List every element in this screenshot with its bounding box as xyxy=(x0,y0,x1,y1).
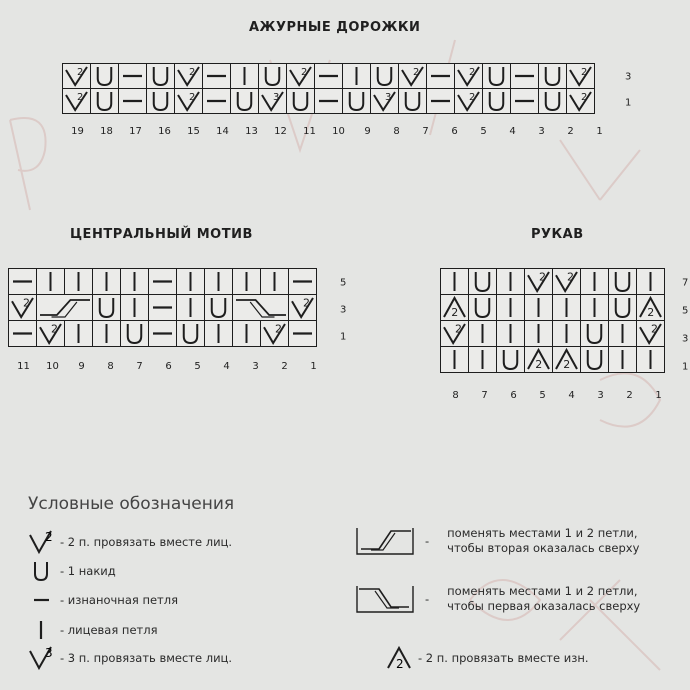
openwork-column-numbers xyxy=(62,126,614,140)
stitch-cell-yo xyxy=(609,295,637,321)
svg-text:2: 2 xyxy=(581,67,588,79)
openwork-column-number: 15 xyxy=(187,126,200,137)
svg-text:2: 2 xyxy=(539,270,547,284)
stitch-cell-k2 xyxy=(567,64,595,89)
stitch-cell-k2 xyxy=(9,295,37,321)
center-column-number: 10 xyxy=(46,361,59,372)
legend-k3-text: - 3 п. провязать вместе лиц. xyxy=(60,651,233,665)
stitch-cell-p xyxy=(9,321,37,347)
center-row-number: 5 xyxy=(340,277,347,288)
sleeve-column-number: 7 xyxy=(481,390,488,401)
center-motif-column-numbers xyxy=(8,361,328,375)
svg-text:2: 2 xyxy=(275,322,283,336)
stitch-cell-p xyxy=(119,89,147,114)
svg-text:3: 3 xyxy=(385,92,392,104)
legend-cross-left xyxy=(355,525,639,557)
stitch-cell-k2 xyxy=(287,64,315,89)
stitch-cell-k xyxy=(637,347,665,373)
stitch-cell-p xyxy=(511,64,539,89)
svg-text:2: 2 xyxy=(51,322,59,336)
stitch-cell-k2 xyxy=(261,321,289,347)
stitch-cell-k xyxy=(121,269,149,295)
center-motif-row-numbers xyxy=(340,268,360,352)
stitch-cell-k xyxy=(609,321,637,347)
center-row-number: 3 xyxy=(340,304,347,315)
sleeve-column-number: 6 xyxy=(510,390,517,401)
legend-p2-text: - 2 п. провязать вместе изн. xyxy=(418,651,589,665)
stitch-cell-yo xyxy=(147,89,175,114)
openwork-column-number: 11 xyxy=(303,126,316,137)
center-motif-title: ЦЕНТРАЛЬНЫЙ МОТИВ xyxy=(70,227,253,242)
stitch-cell-yo xyxy=(483,89,511,114)
openwork-column-number: 1 xyxy=(596,126,603,137)
stitch-cell-k2 xyxy=(637,321,665,347)
sleeve-column-number: 2 xyxy=(626,390,633,401)
stitch-cell-k2 xyxy=(441,321,469,347)
center-row xyxy=(9,269,317,295)
stitch-cell-k xyxy=(233,321,261,347)
svg-text:2: 2 xyxy=(77,67,84,79)
stitch-cell-k xyxy=(581,295,609,321)
stitch-cell-k xyxy=(205,269,233,295)
openwork-row xyxy=(63,89,595,114)
stitch-cell-p2 xyxy=(441,295,469,321)
stitch-cell-yo xyxy=(539,89,567,114)
center-column-number: 1 xyxy=(310,361,317,372)
stitch-cell-k xyxy=(37,269,65,295)
svg-text:2: 2 xyxy=(469,67,476,79)
stitch-cell-p xyxy=(119,64,147,89)
stitch-cell-k xyxy=(233,269,261,295)
sleeve-row xyxy=(441,295,665,321)
cross-left-icon xyxy=(355,525,415,557)
stitch-cell-p xyxy=(289,321,317,347)
svg-text:2: 2 xyxy=(451,306,459,319)
legend-cross-right xyxy=(355,583,640,615)
sleeve-column-numbers xyxy=(440,390,670,404)
legend-knit-text: - лицевая петля xyxy=(60,623,158,637)
sleeve-title: РУКАВ xyxy=(531,227,584,242)
center-column-number: 11 xyxy=(17,361,30,372)
center-column-number: 7 xyxy=(136,361,143,372)
stitch-cell-p2 xyxy=(553,347,581,373)
legend-k3 xyxy=(26,645,232,671)
openwork-column-number: 4 xyxy=(509,126,516,137)
stitch-cell-yo xyxy=(231,89,259,114)
stitch-cell-k2 xyxy=(63,89,91,114)
sleeve-row-number: 5 xyxy=(682,305,689,317)
stitch-cell-p xyxy=(511,89,539,114)
stitch-cell-k2 xyxy=(175,64,203,89)
sleeve-row xyxy=(441,347,665,373)
openwork-column-number: 5 xyxy=(480,126,487,137)
openwork-row-number: 3 xyxy=(625,71,632,83)
openwork-column-number: 16 xyxy=(158,126,171,137)
sleeve-column-number: 5 xyxy=(539,390,546,401)
stitch-cell-k xyxy=(441,347,469,373)
svg-text:3: 3 xyxy=(273,92,280,104)
stitch-cell-k xyxy=(525,295,553,321)
sleeve-row xyxy=(441,321,665,347)
stitch-cell-k2 xyxy=(289,295,317,321)
yarn-over-icon xyxy=(26,558,56,584)
stitch-cell-k xyxy=(497,321,525,347)
stitch-cell-yo xyxy=(609,269,637,295)
stitch-cell-p2 xyxy=(637,295,665,321)
stitch-cell-yo xyxy=(287,89,315,114)
svg-text:2: 2 xyxy=(189,92,196,104)
stitch-cell-p xyxy=(427,64,455,89)
stitch-cell-k2 xyxy=(37,321,65,347)
openwork-column-number: 12 xyxy=(274,126,287,137)
stitch-cell-yo xyxy=(177,321,205,347)
svg-text:2: 2 xyxy=(23,296,31,310)
legend-k2 xyxy=(26,529,232,555)
openwork-row xyxy=(63,64,595,89)
openwork-column-number: 13 xyxy=(245,126,258,137)
sleeve-row-number: 3 xyxy=(682,333,689,345)
openwork-column-number: 3 xyxy=(538,126,545,137)
sleeve-column-number: 8 xyxy=(452,390,459,401)
stitch-cell-k xyxy=(205,321,233,347)
svg-text:2: 2 xyxy=(303,296,311,310)
sleeve-column-number: 1 xyxy=(655,390,662,401)
svg-text:2: 2 xyxy=(77,92,84,104)
svg-text:2: 2 xyxy=(413,67,420,79)
legend-title: Условные обозначения xyxy=(28,494,235,514)
center-row xyxy=(9,295,317,321)
stitch-cell-p xyxy=(9,269,37,295)
stitch-cell-yo xyxy=(371,64,399,89)
p2-number: 2 xyxy=(396,657,404,671)
stitch-cell-k2 xyxy=(63,64,91,89)
center-column-number: 6 xyxy=(165,361,172,372)
openwork-column-number: 8 xyxy=(393,126,400,137)
stitch-cell-k xyxy=(121,295,149,321)
k3-number: 3 xyxy=(45,646,53,660)
sleeve-row-numbers xyxy=(682,268,690,380)
openwork-column-number: 18 xyxy=(100,126,113,137)
stitch-cell-yo xyxy=(581,347,609,373)
stitch-cell-k xyxy=(581,269,609,295)
stitch-cell-yo xyxy=(581,321,609,347)
k2-number: 2 xyxy=(45,530,53,544)
openwork-column-number: 7 xyxy=(422,126,429,137)
stitch-cell-p xyxy=(289,269,317,295)
stitch-cell-k xyxy=(637,269,665,295)
center-column-number: 8 xyxy=(107,361,114,372)
stitch-cell-k2 xyxy=(455,64,483,89)
stitch-cell-k2 xyxy=(175,89,203,114)
legend-cross-right-line2: чтобы первая оказалась сверху xyxy=(447,599,641,613)
stitch-cell-p xyxy=(149,269,177,295)
sleeve-column-number: 4 xyxy=(568,390,575,401)
stitch-cell-p xyxy=(149,295,177,321)
stitch-cell-k xyxy=(553,321,581,347)
legend-cross-left-line2: чтобы вторая оказалась сверху xyxy=(447,541,640,555)
legend-p2 xyxy=(384,645,589,671)
legend-cross-left-text xyxy=(447,526,639,556)
stitch-cell-yo xyxy=(469,269,497,295)
openwork-column-number: 10 xyxy=(332,126,345,137)
center-column-number: 4 xyxy=(223,361,230,372)
stitch-cell-yo xyxy=(539,64,567,89)
svg-text:2: 2 xyxy=(581,92,588,104)
legend-cross-right-line1: поменять местами 1 и 2 петли, xyxy=(447,584,638,598)
center-column-number: 9 xyxy=(78,361,85,372)
legend-k2-text: - 2 п. провязать вместе лиц. xyxy=(60,535,233,549)
legend-dash-2: - xyxy=(425,592,430,606)
stitch-cell-k xyxy=(93,321,121,347)
stitch-cell-k xyxy=(553,295,581,321)
openwork-column-number: 14 xyxy=(216,126,229,137)
openwork-column-number: 2 xyxy=(567,126,574,137)
stitch-cell-k xyxy=(231,64,259,89)
sleeve-row-number: 1 xyxy=(682,361,689,373)
stitch-cell-p xyxy=(427,89,455,114)
stitch-cell-p xyxy=(149,321,177,347)
stitch-cell-p2 xyxy=(525,347,553,373)
stitch-cell-k xyxy=(441,269,469,295)
legend-purl-text: - изнаночная петля xyxy=(60,593,179,607)
stitch-cell-yo xyxy=(91,89,119,114)
stitch-cell-yo xyxy=(147,64,175,89)
stitch-cell-k xyxy=(469,347,497,373)
stitch-cell-yo xyxy=(205,295,233,321)
legend-knit xyxy=(26,617,158,643)
k3tog-icon xyxy=(26,645,56,671)
openwork-chart xyxy=(62,63,595,114)
knit-icon xyxy=(26,617,56,643)
stitch-cell-p xyxy=(315,89,343,114)
cross-right-icon xyxy=(355,583,415,615)
legend-yo xyxy=(26,558,116,584)
stitch-cell-k xyxy=(343,64,371,89)
stitch-cell-yo xyxy=(259,64,287,89)
stitch-cell-k3 xyxy=(371,89,399,114)
svg-text:2: 2 xyxy=(301,67,308,79)
legend-yo-text: - 1 накид xyxy=(60,564,116,578)
sleeve-column-number: 3 xyxy=(597,390,604,401)
stitch-cell-k2 xyxy=(455,89,483,114)
stitch-cell-yo xyxy=(91,64,119,89)
stitch-cell-p xyxy=(203,64,231,89)
stitch-cell-k2 xyxy=(553,269,581,295)
stitch-cell-k xyxy=(469,321,497,347)
openwork-row-number: 1 xyxy=(625,97,632,109)
openwork-column-number: 9 xyxy=(364,126,371,137)
stitch-cell-k xyxy=(497,295,525,321)
stitch-cell-k xyxy=(65,321,93,347)
center-column-number: 2 xyxy=(281,361,288,372)
center-motif-chart xyxy=(8,268,317,347)
cross-left-cell xyxy=(37,295,93,321)
svg-text:2: 2 xyxy=(563,358,571,371)
stitch-cell-k xyxy=(525,321,553,347)
cross-right-cell xyxy=(233,295,289,321)
stitch-cell-k xyxy=(609,347,637,373)
stitch-cell-k2 xyxy=(525,269,553,295)
center-row-number: 1 xyxy=(340,331,347,342)
stitch-cell-yo xyxy=(399,89,427,114)
stitch-cell-p xyxy=(315,64,343,89)
sleeve-chart xyxy=(440,268,665,373)
stitch-cell-k xyxy=(497,269,525,295)
stitch-cell-k xyxy=(65,269,93,295)
svg-text:2: 2 xyxy=(469,92,476,104)
openwork-row-numbers xyxy=(625,63,645,117)
stitch-cell-yo xyxy=(497,347,525,373)
stitch-cell-p xyxy=(203,89,231,114)
legend-cross-right-text xyxy=(447,584,640,614)
svg-text:2: 2 xyxy=(535,358,543,371)
openwork-column-number: 19 xyxy=(71,126,84,137)
stitch-cell-yo xyxy=(483,64,511,89)
openwork-column-number: 17 xyxy=(129,126,142,137)
stitch-cell-yo xyxy=(93,295,121,321)
openwork-column-number: 6 xyxy=(451,126,458,137)
sleeve-row xyxy=(441,269,665,295)
center-column-number: 5 xyxy=(194,361,201,372)
stitch-cell-k xyxy=(93,269,121,295)
legend-purl xyxy=(26,587,178,613)
svg-text:2: 2 xyxy=(189,67,196,79)
center-row xyxy=(9,321,317,347)
stitch-cell-k xyxy=(261,269,289,295)
svg-text:2: 2 xyxy=(647,306,655,319)
stitch-cell-k3 xyxy=(259,89,287,114)
stitch-cell-k2 xyxy=(399,64,427,89)
svg-text:2: 2 xyxy=(651,322,659,336)
k2tog-icon xyxy=(26,529,56,555)
svg-text:2: 2 xyxy=(455,322,463,336)
svg-text:2: 2 xyxy=(567,270,575,284)
purl-icon xyxy=(26,587,56,613)
stitch-cell-k xyxy=(177,269,205,295)
legend-cross-left-line1: поменять местами 1 и 2 петли, xyxy=(447,526,638,540)
center-column-number: 3 xyxy=(252,361,259,372)
stitch-cell-yo xyxy=(469,295,497,321)
stitch-cell-k2 xyxy=(567,89,595,114)
p2tog-icon xyxy=(384,645,414,671)
stitch-cell-yo xyxy=(121,321,149,347)
stitch-cell-yo xyxy=(343,89,371,114)
stitch-cell-k xyxy=(177,295,205,321)
legend-dash-1: - xyxy=(425,534,430,548)
sleeve-row-number: 7 xyxy=(682,277,689,289)
openwork-title: АЖУРНЫЕ ДОРОЖКИ xyxy=(249,20,421,35)
